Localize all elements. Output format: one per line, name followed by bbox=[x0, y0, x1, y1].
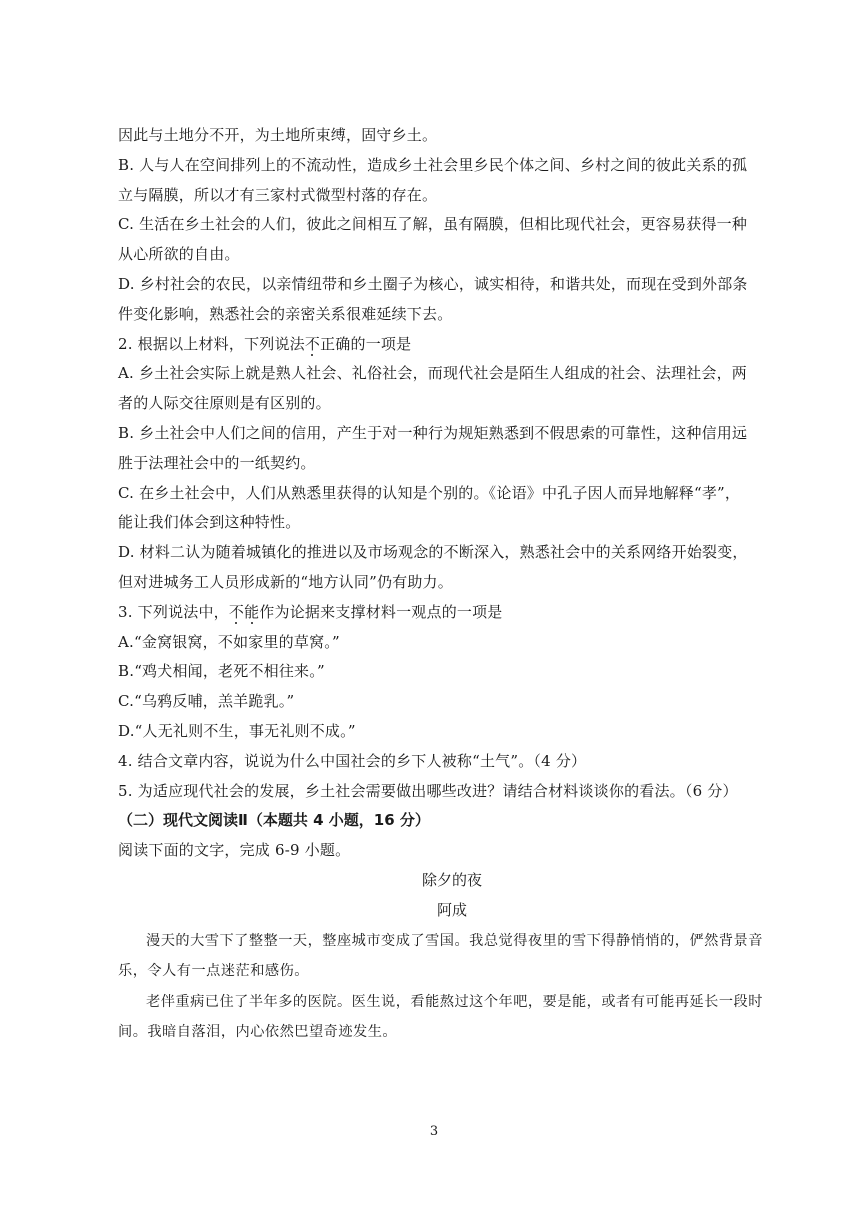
story-paragraph-1 bbox=[118, 926, 786, 987]
section-2-heading: （二）现代文阅读Ⅱ（本题共 4 小题，16 分） bbox=[118, 811, 430, 830]
q2-option-b-line1: B. 乡土社会中人们之间的信用，产生于对一种行为规矩熟悉到不假思索的可靠性，这种信用远 bbox=[118, 423, 748, 442]
q3-option-d: D.“人无礼则不生，事无礼则不成。” bbox=[118, 721, 356, 740]
page-number: 3 bbox=[429, 1124, 439, 1139]
story-p1-line1: 漫天的大雪下了整整一天，整座城市变成了雪国。我总觉得夜里的雪下得静悄悄的，俨然背景音 bbox=[146, 932, 763, 949]
q2-option-d-line1: D. 材料二认为随着城镇化的推进以及市场观念的不断深入，熟悉社会中的关系网络开始裂变， bbox=[118, 543, 748, 562]
story-title: 除夕的夜 bbox=[421, 870, 482, 889]
q1-option-c-line2: 从心所欲的自由。 bbox=[118, 245, 240, 264]
story-paragraph-2 bbox=[118, 987, 786, 1048]
q2-stem bbox=[118, 330, 786, 360]
q3-emphasis-char-1: 不 bbox=[228, 602, 245, 621]
q3-option-c: C.“乌鸦反哺，羔羊跪乳。” bbox=[118, 692, 295, 711]
story-p1-line2: 乐，令人有一点迷茫和感伤。 bbox=[118, 963, 309, 980]
page-content bbox=[118, 121, 786, 1048]
q1-option-b-line1: B. 人与人在空间排列上的不流动性，造成乡土社会里乡民个体之间、乡村之间的彼此关系的孤 bbox=[118, 155, 748, 174]
q3-option-a: A.“金窝银窝，不如家里的草窝。” bbox=[118, 632, 340, 651]
q1-option-a-continuation: 因此与土地分不开，为土地所束缚，固守乡土。 bbox=[118, 126, 438, 144]
q2-option-b-line2: 胜于法理社会中的一纸契约。 bbox=[118, 453, 316, 472]
story-p2-line2: 间。我暗自落泪，内心依然巴望奇迹发生。 bbox=[118, 1024, 398, 1041]
q1-option-d-line1: D. 乡村社会的农民，以亲情纽带和乡土圈子为核心，诚实相待，和谐共处，而现在受到外部条 bbox=[118, 274, 748, 293]
story-p2-line1: 老伴重病已住了半年多的医院。医生说，看能熬过这个年吧，要是能，或者有可能再延长一段时 bbox=[146, 993, 763, 1010]
q2-stem-post: 正确的一项是 bbox=[320, 334, 412, 353]
q3-stem bbox=[118, 598, 786, 628]
q3-emphasis-char-2: 能 bbox=[244, 602, 260, 621]
q2-option-a-line1: A. 乡土社会实际上就是熟人社会、礼俗社会，而现代社会是陌生人组成的社会、法理社会，两 bbox=[118, 364, 747, 383]
q1-option-d-line2: 件变化影响，熟悉社会的亲密关系很难延续下去。 bbox=[118, 304, 453, 323]
q4-stem: 4. 结合文章内容，说说为什么中国社会的乡下人被称“土气”。（4 分） bbox=[118, 751, 587, 770]
section-2-instruction: 阅读下面的文字，完成 6-9 小题。 bbox=[118, 841, 351, 860]
q2-option-a-line2: 者的人际交往原则是有区别的。 bbox=[118, 394, 331, 413]
q5-stem: 5. 为适应现代社会的发展，乡土社会需要做出哪些改进？请结合材料谈谈你的看法。（6 分） bbox=[118, 781, 738, 800]
q3-stem-post: 作为论据来支撑材料一观点的一项是 bbox=[259, 602, 503, 621]
q2-option-d-line2: 但对进城务工人员形成新的“地方认同”仍有助力。 bbox=[118, 572, 453, 591]
q3-option-b: B.“鸡犬相闻，老死不相往来。” bbox=[118, 662, 325, 681]
q2-option-c-line2: 能让我们体会到这种特性。 bbox=[118, 513, 301, 532]
q1-option-c-line1: C. 生活在乡土社会的人们，彼此之间相互了解，虽有隔膜，但相比现代社会，更容易获得一种 bbox=[118, 215, 748, 234]
story-author: 阿成 bbox=[436, 900, 467, 919]
q3-stem-pre: 3. 下列说法中， bbox=[118, 602, 229, 621]
q2-stem-pre: 2. 根据以上材料，下列说法 bbox=[118, 334, 305, 353]
q2-option-c-line1: C. 在乡土社会中，人们从熟悉里获得的认知是个别的。《论语》中孔子因人而异地解释“孝”， bbox=[118, 483, 741, 502]
q1-option-b-line2: 立与隔膜，所以才有三家村式微型村落的存在。 bbox=[118, 185, 438, 204]
q2-emphasis-char: 不 bbox=[304, 334, 321, 353]
